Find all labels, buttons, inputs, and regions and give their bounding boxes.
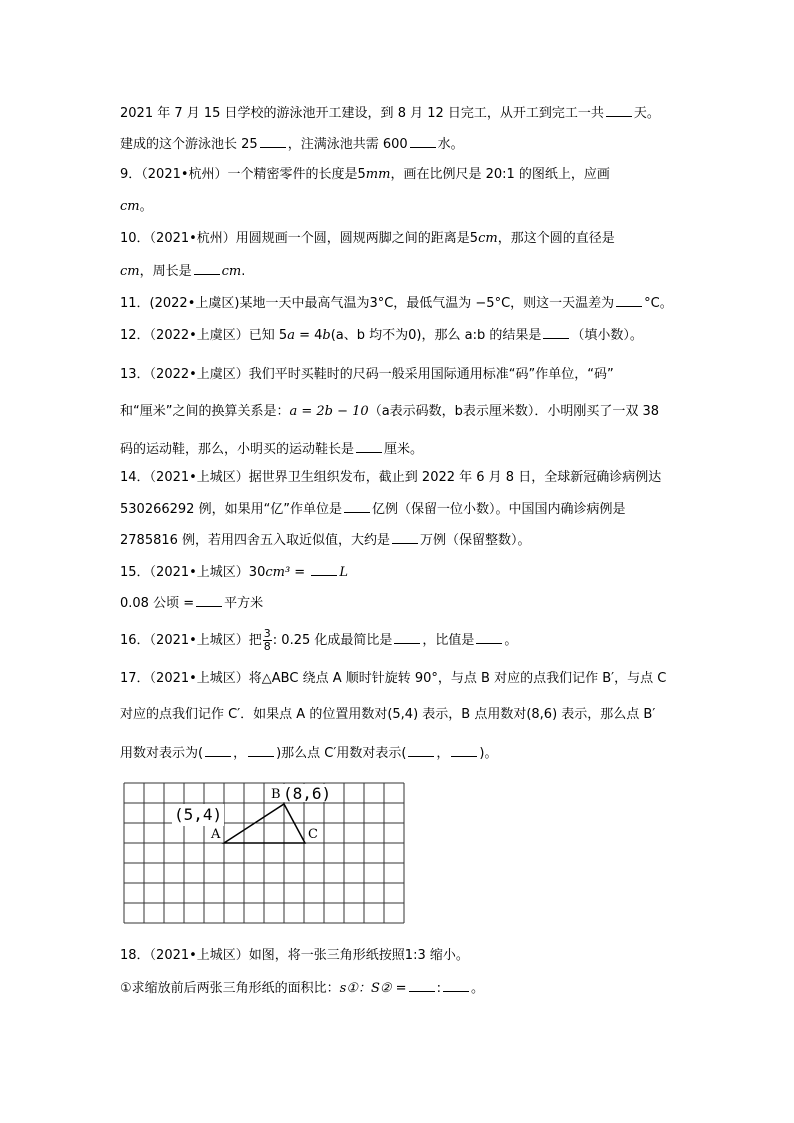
- answer-blank[interactable]: [451, 744, 477, 757]
- unit-mm: mm: [365, 167, 391, 182]
- q12-text: (a、b 均不为0)，那么 a:b 的结果是: [330, 328, 542, 343]
- q10-text: ，那这个圆的直径是: [497, 231, 615, 246]
- answer-blank[interactable]: [356, 440, 382, 453]
- answer-blank[interactable]: [616, 294, 642, 307]
- answer-blank[interactable]: [409, 979, 435, 992]
- q18-line2: [120, 979, 484, 997]
- q18-line1: [120, 948, 469, 964]
- q13-text: （a表示码数，b表示厘米数）．小明刚买了一双 38: [368, 404, 660, 419]
- q16-text: 16．（2021•上城区）把: [120, 633, 262, 648]
- q14-text: 530266292 例，如果用“亿”作单位是: [120, 502, 343, 517]
- q18-text: :: [436, 981, 441, 996]
- q9-line1: [120, 167, 610, 183]
- q13-text: 码的运动鞋，那么，小明买的运动鞋长是: [120, 442, 355, 457]
- q8-text: 水。: [437, 137, 464, 152]
- q17-text: ，: [436, 746, 450, 761]
- q9-text: 。: [139, 199, 153, 214]
- q12-text: （填小数）。: [571, 328, 643, 343]
- point-b-label: B: [271, 787, 281, 802]
- unit-cm: cm: [221, 264, 242, 279]
- q15-text: 15．（2021•上城区）30: [120, 565, 266, 580]
- var-a: a: [287, 328, 295, 343]
- answer-blank[interactable]: [248, 744, 274, 757]
- point-a-coord-label: (5,4): [174, 805, 223, 824]
- unit-cm: cm: [120, 264, 140, 279]
- q18-text: 。: [470, 981, 484, 996]
- q17-text: )那么点 C′用数对表示(: [276, 746, 407, 761]
- q10-text: ，周长是: [139, 264, 192, 279]
- answer-blank[interactable]: [196, 594, 222, 607]
- unit-cm: cm: [120, 199, 140, 214]
- fraction-denominator: 8: [263, 640, 271, 653]
- q18-text: ①求缩放前后两张三角形纸的面积比：: [120, 981, 340, 996]
- answer-blank[interactable]: [344, 500, 370, 513]
- grid-lines: [124, 783, 404, 923]
- q11-line: [120, 294, 673, 312]
- q14-text: 2785816 例，若用四舍五入取近似值，大约是: [120, 533, 391, 548]
- q13-line3: [120, 440, 423, 458]
- answer-blank[interactable]: [606, 104, 632, 117]
- answer-blank[interactable]: [543, 326, 569, 339]
- answer-blank[interactable]: [260, 135, 286, 148]
- q12-text: = 4: [294, 328, 323, 343]
- point-b-coord-label: (8,6): [283, 784, 332, 803]
- unit-cm: cm: [478, 231, 498, 246]
- q15-text: 平方米: [224, 596, 264, 611]
- q14-line2: [120, 500, 626, 518]
- q16-line: [120, 628, 517, 653]
- q9-text: ，画在比例尺是 20:1 的图纸上，应画: [390, 167, 610, 182]
- q14-text: 亿例（保留一位小数）。中国国内确诊病例是: [372, 502, 626, 517]
- answer-blank[interactable]: [311, 563, 337, 576]
- point-c-label: C: [308, 827, 318, 842]
- q17-line3: [120, 744, 498, 762]
- q8-text: 建成的这个游泳池长 25: [120, 137, 258, 152]
- q16-text: : 0.25 化成最简比是: [272, 633, 393, 648]
- q14-line1: [120, 470, 661, 486]
- answer-blank[interactable]: [476, 631, 502, 644]
- fraction-numerator: 3: [263, 627, 271, 640]
- q10-line1: [120, 231, 615, 247]
- q16-text: ，比值是: [422, 633, 475, 648]
- q9-text: 9．（2021•杭州）一个精密零件的长度是5: [120, 167, 366, 182]
- area-s2: S②: [370, 981, 392, 996]
- coordinate-grid-figure: [120, 780, 412, 926]
- q15-text: 0.08 公顷 =: [120, 596, 195, 611]
- fraction: [263, 628, 272, 653]
- conversion-formula: a = 2b − 10: [289, 404, 369, 419]
- answer-blank[interactable]: [205, 744, 231, 757]
- q8-text: 2021 年 7 月 15 日学校的游泳池开工建设，到 8 月 12 日完工，从开工到完工一共: [120, 106, 604, 121]
- answer-blank[interactable]: [194, 262, 220, 275]
- q18-text: =: [391, 981, 407, 996]
- q17-text: 用数对表示为(: [120, 746, 204, 761]
- q13-text: 13．（2022•上虞区）我们平时买鞋时的尺码一般采用国际通用标准“码”作单位，“码”: [120, 367, 614, 382]
- q8-text: 天。: [633, 106, 660, 121]
- q11-text: °C。: [644, 296, 673, 311]
- q8-line2: [120, 135, 464, 153]
- q11-text: 11．(2022•上虞区)某地一天中最高气温为3°C，最低气温为 −5°C，则这一天温差为: [120, 296, 615, 311]
- q8-line1: [120, 104, 660, 122]
- q14-text: 万例（保留整数）。: [420, 533, 531, 548]
- q17-text: ，: [233, 746, 247, 761]
- q17-text: 17．（2021•上城区）将△ABC 绕点 A 顺时针旋转 90°，与点 B 对应的点我们记作 B′，与点 C: [120, 671, 667, 686]
- area-s1: s①：: [339, 981, 371, 996]
- q17-line1: [120, 671, 666, 687]
- answer-blank[interactable]: [408, 744, 434, 757]
- q18-text: 18．（2021•上城区）如图，将一张三角形纸按照1:3 缩小。: [120, 948, 469, 963]
- q15-text: =: [290, 565, 310, 580]
- q14-line3: [120, 531, 531, 549]
- q17-text: 对应的点我们记作 C′．如果点 A 的位置用数对(5,4) 表示，B 点用数对(8,6) 表示，那么点 B′: [120, 707, 656, 722]
- q10-text: .: [241, 264, 246, 279]
- q8-text: ，注满泳池共需 600: [287, 137, 408, 152]
- answer-blank[interactable]: [392, 531, 418, 544]
- unit-cm3: cm³: [265, 565, 291, 580]
- q12-text: 12．（2022•上虞区）已知 5: [120, 328, 288, 343]
- q17-line2: [120, 707, 655, 723]
- q10-text: 10．（2021•杭州）用圆规画一个圆，圆规两脚之间的距离是5: [120, 231, 479, 246]
- q15-line2: [120, 594, 263, 612]
- q15-line1: [120, 563, 348, 581]
- q14-text: 14．（2021•上城区）据世界卫生组织发布，截止到 2022 年 6 月 8 日，全球新冠确诊病例达: [120, 470, 662, 485]
- q9-line2: [120, 199, 153, 215]
- answer-blank[interactable]: [394, 631, 420, 644]
- q10-line2: [120, 262, 245, 280]
- q13-line1: [120, 367, 614, 383]
- unit-liter: L: [339, 565, 348, 580]
- q16-text: 。: [504, 633, 518, 648]
- q13-line2: [120, 404, 659, 420]
- q13-text: 厘米。: [384, 442, 424, 457]
- var-b: b: [322, 328, 331, 343]
- answer-blank[interactable]: [410, 135, 436, 148]
- answer-blank[interactable]: [443, 979, 469, 992]
- q17-text: )。: [479, 746, 498, 761]
- q13-text: 和“厘米”之间的换算关系是：: [120, 404, 290, 419]
- q12-line: [120, 326, 643, 344]
- point-a-label: A: [211, 827, 221, 842]
